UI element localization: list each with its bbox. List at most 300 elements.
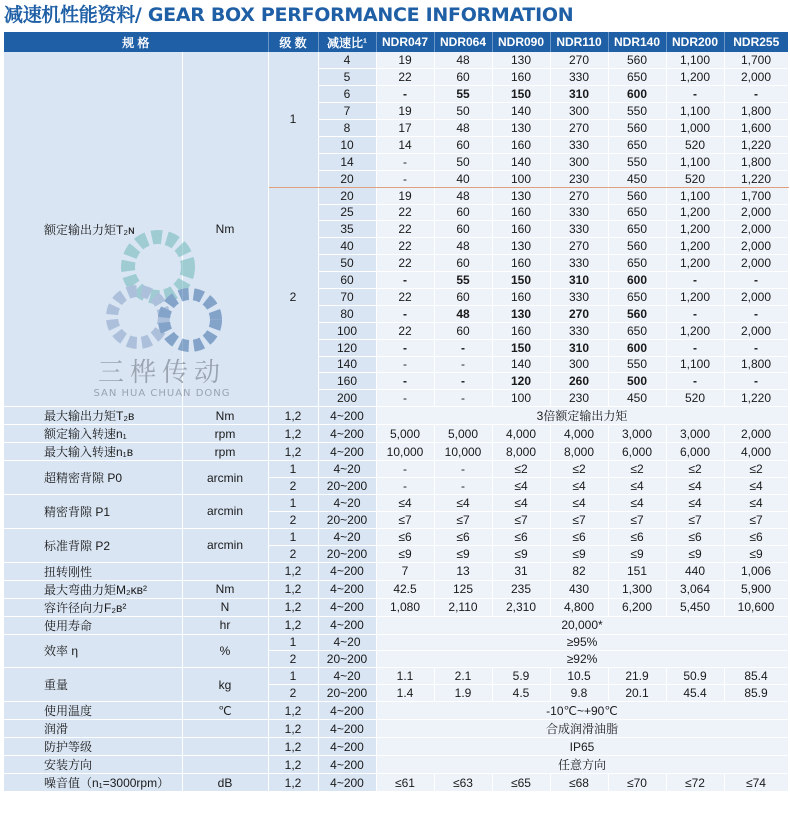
stage-cell: 1,2 xyxy=(268,738,318,756)
row-label: 防护等级 xyxy=(4,738,182,756)
ratio-cell: 4~200 xyxy=(318,407,376,425)
value-cell: ≤74 xyxy=(724,774,788,792)
value-cell: 100 xyxy=(492,170,550,187)
watermark-brand-sub: SAN HUA CHUAN DONG xyxy=(93,388,231,399)
value-cell: 8,000 xyxy=(492,443,550,461)
ratio-cell: 35 xyxy=(318,221,376,238)
value-cell: 21.9 xyxy=(608,668,666,685)
value-cell: 1,100 xyxy=(666,187,724,204)
value-cell: 230 xyxy=(550,170,608,187)
value-cell: - xyxy=(376,305,434,322)
ratio-cell: 4~200 xyxy=(318,720,376,738)
value-cell: 270 xyxy=(550,52,608,69)
value-cell: 235 xyxy=(492,580,550,598)
value-cell: - xyxy=(666,373,724,390)
merged-value-cell: ≥92% xyxy=(376,651,788,668)
ratio-cell: 4~200 xyxy=(318,443,376,461)
value-cell: ≤6 xyxy=(666,528,724,545)
value-cell: 48 xyxy=(434,120,492,137)
ratio-cell: 70 xyxy=(318,288,376,305)
value-cell: ≤6 xyxy=(376,528,434,545)
ratio-cell: 20~200 xyxy=(318,545,376,562)
header-model: NDR255 xyxy=(724,32,788,52)
value-cell: 650 xyxy=(608,255,666,272)
value-cell: 130 xyxy=(492,238,550,255)
value-cell: 230 xyxy=(550,390,608,407)
value-cell: 130 xyxy=(492,120,550,137)
ratio-cell: 7 xyxy=(318,103,376,120)
value-cell: - xyxy=(376,170,434,187)
value-cell: ≤70 xyxy=(608,774,666,792)
value-cell: 4,000 xyxy=(724,443,788,461)
value-cell: 2,310 xyxy=(492,598,550,616)
value-cell: 1,600 xyxy=(724,120,788,137)
value-cell: 330 xyxy=(550,69,608,86)
value-cell: 1,100 xyxy=(666,52,724,69)
stage-cell: 1,2 xyxy=(268,425,318,443)
table-row xyxy=(4,52,788,69)
value-cell: 600 xyxy=(608,339,666,356)
stage-cell: 1,2 xyxy=(268,720,318,738)
value-cell: 1.4 xyxy=(376,685,434,702)
value-cell: 1,800 xyxy=(724,356,788,373)
value-cell: 1,220 xyxy=(724,136,788,153)
value-cell: 1,200 xyxy=(666,288,724,305)
value-cell: 330 xyxy=(550,136,608,153)
unit-cell: arcmin xyxy=(182,461,268,495)
ratio-cell: 4~200 xyxy=(318,580,376,598)
value-cell: 260 xyxy=(550,373,608,390)
value-cell: 22 xyxy=(376,288,434,305)
unit-cell xyxy=(182,756,268,774)
row-label: 最大弯曲力矩M₂ᴋʙ² xyxy=(4,580,182,598)
value-cell: - xyxy=(724,373,788,390)
value-cell: 4.5 xyxy=(492,685,550,702)
value-cell: 150 xyxy=(492,86,550,103)
table-row xyxy=(4,598,788,616)
ratio-cell: 4 xyxy=(318,52,376,69)
value-cell: 6,000 xyxy=(608,443,666,461)
merged-value-cell: 合成润滑油脂 xyxy=(376,720,788,738)
value-cell: 19 xyxy=(376,187,434,204)
value-cell: 520 xyxy=(666,390,724,407)
value-cell: 19 xyxy=(376,52,434,69)
value-cell: 60 xyxy=(434,136,492,153)
unit-cell: arcmin xyxy=(182,528,268,562)
ratio-cell: 4~20 xyxy=(318,528,376,545)
table-row xyxy=(4,494,788,511)
ratio-cell: 4~200 xyxy=(318,756,376,774)
table-row xyxy=(4,774,788,792)
value-cell: ≤2 xyxy=(724,461,788,478)
value-cell: 3,000 xyxy=(608,425,666,443)
stage-cell: 1 xyxy=(268,528,318,545)
value-cell: 5,900 xyxy=(724,580,788,598)
value-cell: ≤6 xyxy=(550,528,608,545)
value-cell: 151 xyxy=(608,562,666,580)
ratio-cell: 200 xyxy=(318,390,376,407)
value-cell: - xyxy=(376,373,434,390)
value-cell: ≤2 xyxy=(608,461,666,478)
value-cell: 50 xyxy=(434,103,492,120)
row-label: 超精密背隙 P0 xyxy=(4,461,182,495)
value-cell: 6,200 xyxy=(608,598,666,616)
value-cell: ≤9 xyxy=(666,545,724,562)
value-cell: ≤6 xyxy=(608,528,666,545)
value-cell: 310 xyxy=(550,272,608,289)
value-cell: 560 xyxy=(608,305,666,322)
value-cell: 450 xyxy=(608,390,666,407)
unit-cell: rpm xyxy=(182,443,268,461)
table-row xyxy=(4,562,788,580)
value-cell: 650 xyxy=(608,322,666,339)
header-spec: 规 格 xyxy=(4,32,268,52)
value-cell: 5,000 xyxy=(434,425,492,443)
ratio-cell: 80 xyxy=(318,305,376,322)
value-cell: 160 xyxy=(492,69,550,86)
ratio-cell: 4~20 xyxy=(318,494,376,511)
value-cell: 48 xyxy=(434,238,492,255)
value-cell: 600 xyxy=(608,86,666,103)
value-cell: 150 xyxy=(492,272,550,289)
row-label: 噪音值（n₁=3000rpm） xyxy=(4,774,182,792)
value-cell: 550 xyxy=(608,356,666,373)
value-cell: ≤72 xyxy=(666,774,724,792)
value-cell: - xyxy=(376,86,434,103)
value-cell: ≤65 xyxy=(492,774,550,792)
value-cell: ≤4 xyxy=(608,494,666,511)
value-cell: 5,450 xyxy=(666,598,724,616)
value-cell: 20.1 xyxy=(608,685,666,702)
header-ratio: 减速比¹ xyxy=(318,32,376,52)
value-cell: 430 xyxy=(550,580,608,598)
value-cell: 650 xyxy=(608,69,666,86)
value-cell: 550 xyxy=(608,153,666,170)
value-cell: - xyxy=(666,305,724,322)
value-cell: 160 xyxy=(492,288,550,305)
value-cell: 130 xyxy=(492,187,550,204)
ratio-cell: 8 xyxy=(318,120,376,137)
value-cell: - xyxy=(434,390,492,407)
value-cell: - xyxy=(376,153,434,170)
value-cell: ≤63 xyxy=(434,774,492,792)
value-cell: ≤4 xyxy=(666,494,724,511)
unit-cell: N xyxy=(182,598,268,616)
merged-value-cell: 20,000* xyxy=(376,616,788,634)
value-cell: ≤7 xyxy=(434,511,492,528)
row-label: 额定输入转速n₁ xyxy=(4,425,182,443)
value-cell: 300 xyxy=(550,153,608,170)
value-cell: ≤6 xyxy=(434,528,492,545)
ratio-cell: 4~200 xyxy=(318,616,376,634)
value-cell: ≤9 xyxy=(608,545,666,562)
table-row xyxy=(4,720,788,738)
header-model: NDR047 xyxy=(376,32,434,52)
value-cell: ≤4 xyxy=(492,478,550,495)
value-cell: 3,064 xyxy=(666,580,724,598)
value-cell: 10,000 xyxy=(434,443,492,461)
value-cell: 270 xyxy=(550,120,608,137)
value-cell: 19 xyxy=(376,103,434,120)
value-cell: - xyxy=(434,461,492,478)
value-cell: 14 xyxy=(376,136,434,153)
value-cell: ≤9 xyxy=(434,545,492,562)
value-cell: ≤9 xyxy=(724,545,788,562)
value-cell: 85.4 xyxy=(724,668,788,685)
unit-cell: dB xyxy=(182,774,268,792)
row-label: 安装方向 xyxy=(4,756,182,774)
stage-cell: 1,2 xyxy=(268,407,318,425)
row-label: 精密背隙 P1 xyxy=(4,494,182,528)
header-stage: 级 数 xyxy=(268,32,318,52)
stage-cell: 1 xyxy=(268,634,318,651)
ratio-cell: 25 xyxy=(318,204,376,221)
value-cell: 1.1 xyxy=(376,668,434,685)
value-cell: 440 xyxy=(666,562,724,580)
table-row xyxy=(4,407,788,425)
value-cell: - xyxy=(724,305,788,322)
ratio-cell: 4~20 xyxy=(318,461,376,478)
value-cell: - xyxy=(434,478,492,495)
value-cell: 330 xyxy=(550,204,608,221)
table-row xyxy=(4,580,788,598)
value-cell: 6,000 xyxy=(666,443,724,461)
value-cell: 330 xyxy=(550,221,608,238)
value-cell: 1,220 xyxy=(724,170,788,187)
stage-cell: 1 xyxy=(268,52,318,187)
value-cell: - xyxy=(376,356,434,373)
row-label: 标准背隙 P2 xyxy=(4,528,182,562)
value-cell: ≤4 xyxy=(550,494,608,511)
value-cell: 550 xyxy=(608,103,666,120)
ratio-cell: 40 xyxy=(318,238,376,255)
value-cell: 1,800 xyxy=(724,153,788,170)
value-cell: 2,110 xyxy=(434,598,492,616)
value-cell: 2,000 xyxy=(724,255,788,272)
value-cell: 125 xyxy=(434,580,492,598)
value-cell: 4,000 xyxy=(492,425,550,443)
value-cell: 100 xyxy=(492,390,550,407)
value-cell: 650 xyxy=(608,221,666,238)
value-cell: - xyxy=(666,86,724,103)
value-cell: ≤61 xyxy=(376,774,434,792)
header-model: NDR110 xyxy=(550,32,608,52)
value-cell: ≤2 xyxy=(666,461,724,478)
table-row xyxy=(4,443,788,461)
value-cell: - xyxy=(666,339,724,356)
value-cell: 270 xyxy=(550,187,608,204)
value-cell: 5,000 xyxy=(376,425,434,443)
value-cell: ≤9 xyxy=(376,545,434,562)
value-cell: 600 xyxy=(608,272,666,289)
merged-value-cell: IP65 xyxy=(376,738,788,756)
value-cell: 1,200 xyxy=(666,204,724,221)
stage-cell: 2 xyxy=(268,478,318,495)
value-cell: ≤2 xyxy=(492,461,550,478)
value-cell: 4,000 xyxy=(550,425,608,443)
ratio-cell: 140 xyxy=(318,356,376,373)
value-cell: - xyxy=(376,390,434,407)
stage-cell: 1,2 xyxy=(268,702,318,720)
value-cell: ≤7 xyxy=(724,511,788,528)
stage-cell: 1 xyxy=(268,494,318,511)
value-cell: 270 xyxy=(550,238,608,255)
header-model: NDR064 xyxy=(434,32,492,52)
table-row xyxy=(4,461,788,478)
merged-value-cell: 任意方向 xyxy=(376,756,788,774)
ratio-cell: 4~200 xyxy=(318,774,376,792)
table-row xyxy=(4,738,788,756)
value-cell: 22 xyxy=(376,238,434,255)
watermark-brand: 三桦传动 xyxy=(97,358,226,388)
value-cell: 560 xyxy=(608,187,666,204)
row-label: 容许径向力F₂ʙ² xyxy=(4,598,182,616)
value-cell: 85.9 xyxy=(724,685,788,702)
value-cell: 50 xyxy=(434,153,492,170)
value-cell: 10.5 xyxy=(550,668,608,685)
ratio-cell: 4~200 xyxy=(318,598,376,616)
header-model: NDR090 xyxy=(492,32,550,52)
value-cell: 140 xyxy=(492,103,550,120)
value-cell: 1,200 xyxy=(666,322,724,339)
value-cell: ≤9 xyxy=(550,545,608,562)
ratio-cell: 4~200 xyxy=(318,702,376,720)
value-cell: 560 xyxy=(608,238,666,255)
value-cell: 82 xyxy=(550,562,608,580)
value-cell: 40 xyxy=(434,170,492,187)
page-title: 减速机性能资料/ GEAR BOX PERFORMANCE INFORMATION xyxy=(4,4,574,26)
stage-cell: 2 xyxy=(268,187,318,407)
value-cell: 1,100 xyxy=(666,153,724,170)
value-cell: ≤4 xyxy=(724,494,788,511)
stage-cell: 2 xyxy=(268,511,318,528)
value-cell: 160 xyxy=(492,204,550,221)
unit-cell: Nm xyxy=(182,580,268,598)
unit-cell: Nm xyxy=(182,407,268,425)
ratio-cell: 4~20 xyxy=(318,634,376,651)
merged-value-cell: -10℃~+90℃ xyxy=(376,702,788,720)
row-label: 扭转刚性 xyxy=(4,562,182,580)
performance-table xyxy=(4,32,789,792)
value-cell: 48 xyxy=(434,52,492,69)
unit-cell xyxy=(182,562,268,580)
row-label: 润滑 xyxy=(4,720,182,738)
value-cell: ≤2 xyxy=(550,461,608,478)
value-cell: 7 xyxy=(376,562,434,580)
value-cell: 300 xyxy=(550,103,608,120)
table-row xyxy=(4,668,788,685)
value-cell: 130 xyxy=(492,305,550,322)
ratio-cell: 60 xyxy=(318,272,376,289)
value-cell: 650 xyxy=(608,136,666,153)
value-cell: 22 xyxy=(376,69,434,86)
row-label: 效率 η xyxy=(4,634,182,668)
value-cell: 330 xyxy=(550,255,608,272)
value-cell: - xyxy=(434,356,492,373)
ratio-cell: 6 xyxy=(318,86,376,103)
stage-cell: 1,2 xyxy=(268,598,318,616)
value-cell: 22 xyxy=(376,221,434,238)
ratio-cell: 10 xyxy=(318,136,376,153)
table-row xyxy=(4,634,788,651)
value-cell: 560 xyxy=(608,52,666,69)
row-label: 最大输入转速n₁ʙ xyxy=(4,443,182,461)
value-cell: 60 xyxy=(434,69,492,86)
value-cell: - xyxy=(724,272,788,289)
value-cell: 1,800 xyxy=(724,103,788,120)
value-cell: 2,000 xyxy=(724,221,788,238)
value-cell: 1,080 xyxy=(376,598,434,616)
value-cell: - xyxy=(724,86,788,103)
value-cell: 140 xyxy=(492,153,550,170)
value-cell: 130 xyxy=(492,52,550,69)
stage-cell: 1,2 xyxy=(268,774,318,792)
value-cell: 4,800 xyxy=(550,598,608,616)
value-cell: 48 xyxy=(434,305,492,322)
value-cell: 55 xyxy=(434,86,492,103)
ratio-cell: 4~200 xyxy=(318,562,376,580)
value-cell: 310 xyxy=(550,339,608,356)
merged-value-cell: 3倍额定输出力矩 xyxy=(376,407,788,425)
value-cell: 22 xyxy=(376,204,434,221)
value-cell: ≤7 xyxy=(550,511,608,528)
stage-cell: 2 xyxy=(268,685,318,702)
stage-cell: 1,2 xyxy=(268,443,318,461)
stage-cell: 1,2 xyxy=(268,562,318,580)
ratio-cell: 50 xyxy=(318,255,376,272)
row-label: 使用温度 xyxy=(4,702,182,720)
value-cell: 42.5 xyxy=(376,580,434,598)
value-cell: 1.9 xyxy=(434,685,492,702)
unit-cell: % xyxy=(182,634,268,668)
value-cell: 10,600 xyxy=(724,598,788,616)
ratio-cell: 5 xyxy=(318,69,376,86)
value-cell: 50.9 xyxy=(666,668,724,685)
value-cell: 560 xyxy=(608,120,666,137)
value-cell: 1,000 xyxy=(666,120,724,137)
value-cell: ≤4 xyxy=(550,478,608,495)
table-row xyxy=(4,756,788,774)
value-cell: - xyxy=(376,461,434,478)
value-cell: 1,006 xyxy=(724,562,788,580)
value-cell: ≤4 xyxy=(376,494,434,511)
table-row xyxy=(4,528,788,545)
value-cell: 10,000 xyxy=(376,443,434,461)
value-cell: 1,220 xyxy=(724,390,788,407)
value-cell: 1,100 xyxy=(666,356,724,373)
unit-cell xyxy=(182,738,268,756)
stage-cell: 2 xyxy=(268,651,318,668)
ratio-cell: 160 xyxy=(318,373,376,390)
row-label: 额定输出力矩T₂ɴ xyxy=(4,52,182,407)
stage-cell: 1,2 xyxy=(268,616,318,634)
merged-value-cell: ≥95% xyxy=(376,634,788,651)
row-label: 使用寿命 xyxy=(4,616,182,634)
value-cell: ≤4 xyxy=(724,478,788,495)
value-cell: ≤7 xyxy=(608,511,666,528)
value-cell: - xyxy=(376,478,434,495)
ratio-cell: 20~200 xyxy=(318,511,376,528)
value-cell: 8,000 xyxy=(550,443,608,461)
ratio-cell: 20 xyxy=(318,170,376,187)
stage-cell: 1,2 xyxy=(268,756,318,774)
unit-cell: Nm xyxy=(182,52,268,407)
ratio-cell: 20 xyxy=(318,187,376,204)
unit-cell: rpm xyxy=(182,425,268,443)
row-label: 重量 xyxy=(4,668,182,702)
value-cell: ≤7 xyxy=(666,511,724,528)
value-cell: - xyxy=(434,339,492,356)
